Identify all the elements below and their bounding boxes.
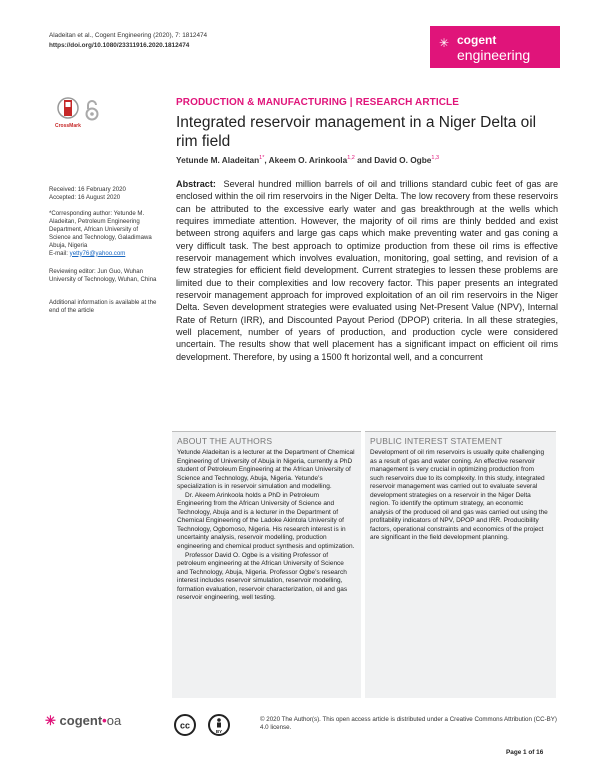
reviewing-editor: Reviewing editor: Jun Guo, Wuhan University of Technology, Wuhan, China — [49, 268, 157, 283]
about-authors-body — [177, 449, 355, 603]
author-name[interactable]: David O. Ogbe — [374, 155, 432, 165]
corresponding-text: *Corresponding author: Yetunde M. Aladeitan, Petroleum Engineering Department, African University of Science and Technology, Galadimawa Abuja, Nigeria — [49, 210, 152, 249]
crossmark-label: CrossMark — [55, 123, 81, 129]
logo-text-top: cogent — [457, 33, 497, 47]
footer-logo-main: cogent — [59, 713, 103, 728]
about-authors-heading: ABOUT THE AUTHORS — [177, 436, 273, 446]
corresponding-author — [49, 210, 157, 257]
logo-mark-icon: ✳ — [45, 713, 56, 728]
abstract-text: Several hundred million barrels of oil and trillions standard cubic feet of gas are enclosed within the oil rim reservoirs in the Niger Delta. The low recovery from these reservoirs can be attributed to the excessive early water and gas breakthrough at the wells which requires immediate attention. However, the majority of oil rims are thinly bedded and exist between strong aquifers and large gas caps which make preventing water and gas coning a very difficult task. The best approach to optimize production from these oil rims is effective reservoir management which involves evaluation, monitoring, goal setting, and revision of a few strategies for efficient field development. Current strategies to lessen these problems are limited due to their complexities and low recovery factor. This paper presents an integrated reservoir management approach for improved exploitation of an oil rim reservoirs in the Niger Delta. Seven development strategies were evaluated using Net-Present Value (NPV), Internal Rate of Return (IRR), and Discounted Payout Period (DPOP) criteria. In all these strategies, well placement, number of years of production, and production cycle were considered uncertain. The results show that well placement has a significant impact on efficient oil rims development. Therefore, by using a 1500 ft horizontal well, and a concurrent — [176, 179, 559, 362]
about-authors-box — [172, 431, 361, 698]
open-access-icon — [84, 99, 100, 121]
logo-text-bottom: engineering — [457, 47, 531, 63]
author-affiliation: 1,2 — [347, 155, 355, 162]
cc-label: cc — [179, 720, 191, 731]
footer-logo-sub: oa — [106, 713, 122, 728]
cogent-oa-logo: ✳ cogent•oa — [45, 713, 122, 728]
author-bio: Professor David O. Ogbe is a visiting Professor of petroleum engineering at the African University of Science and Technology, Abuja, Nigeria. Professor Ogbe’s research interest includes reservoir simulation, reservoir modelling, formation evaluation, reservoir characterization, oil and gas reservoir engineering, well testing. — [177, 551, 348, 602]
email-link[interactable]: yetty76@yahoo.com — [69, 249, 126, 257]
journal-logo — [430, 26, 560, 68]
author-separator: and — [354, 155, 375, 165]
by-label: BY — [215, 729, 223, 734]
author-affiliation: 1* — [259, 155, 265, 162]
abstract-label: Abstract: — [176, 179, 216, 189]
doi-link[interactable]: https://doi.org/10.1080/23311916.2020.1812474 — [49, 42, 190, 49]
author-separator: , — [264, 155, 269, 165]
public-interest-box — [365, 431, 556, 698]
license-notice: © 2020 The Author(s). This open access article is distributed under a Creative Commons Attribution (CC-BY) 4.0 license. — [260, 716, 557, 732]
received-date: Received: 16 February 2020 — [49, 186, 126, 193]
abstract — [176, 178, 558, 363]
accepted-date: Accepted: 16 August 2020 — [49, 193, 121, 201]
public-interest-text: Development of oil rim reservoirs is usually quite challenging as a result of gas and water coning. An effective reservoir management is very crucial in optimizing production from such reservoirs due to its complexity. In this study, integrated reservoir management was carried out to evaluate several development strategies on a reservoir in the Niger Delta region. To identify the optimum strategy, an economic analysis of the produced oil and gas was carried out using the profitability indicators of NPV, DPOP and IRR. Producibility factors, operational constraints and economics of the project are significant in the field development planning. — [370, 449, 548, 542]
email-label: E-mail: — [49, 249, 68, 257]
article-title: Integrated reservoir management in a Niger Delta oil rim field — [176, 114, 537, 150]
public-interest-heading: PUBLIC INTEREST STATEMENT — [370, 436, 503, 446]
author-affiliation: 1,3 — [431, 155, 440, 162]
logo-mark-icon: ✳ — [439, 36, 450, 50]
running-citation: Aladeitan et al., Cogent Engineering (2020), 7: 1812474 — [49, 32, 208, 39]
attribution-icon[interactable] — [208, 714, 230, 736]
additional-info-note: Additional information is available at the end of the article — [49, 299, 157, 314]
author-name[interactable]: Akeem O. Arinkoola — [268, 155, 348, 165]
author-bio: Dr. Akeem Arinkoola holds a PhD in Petroleum Engineering from the African University of Science and Technology, Abuja and is a lecturer in the Department of Chemical Engineering of the Ladoke Akintola University of Technology, Ogbomoso, Nigeria. His research interest is in uncertainty analysis, reservoir modelling, production engineering and chemical product synthesis and optimization. — [177, 491, 355, 551]
creative-commons-icon[interactable] — [174, 714, 196, 736]
page-number: Page 1 of 16 — [506, 749, 544, 756]
section-label: PRODUCTION & MANUFACTURING | RESEARCH ARTICLE — [176, 97, 460, 108]
author-name[interactable]: Yetunde M. Aladeitan — [176, 155, 260, 165]
author-list — [176, 155, 439, 165]
crossmark-icon[interactable] — [57, 97, 79, 121]
article-dates — [49, 186, 157, 202]
author-bio: Yetunde Aladeitan is a lecturer at the Department of Chemical Engineering of University of Abuja in Nigeria, currently a PhD student of Petroleum Engineering at the African University of Science and Technology, Abuja, Nigeria. Yetunde’s specialization is in reservoir simulation and modelling. — [177, 449, 355, 491]
